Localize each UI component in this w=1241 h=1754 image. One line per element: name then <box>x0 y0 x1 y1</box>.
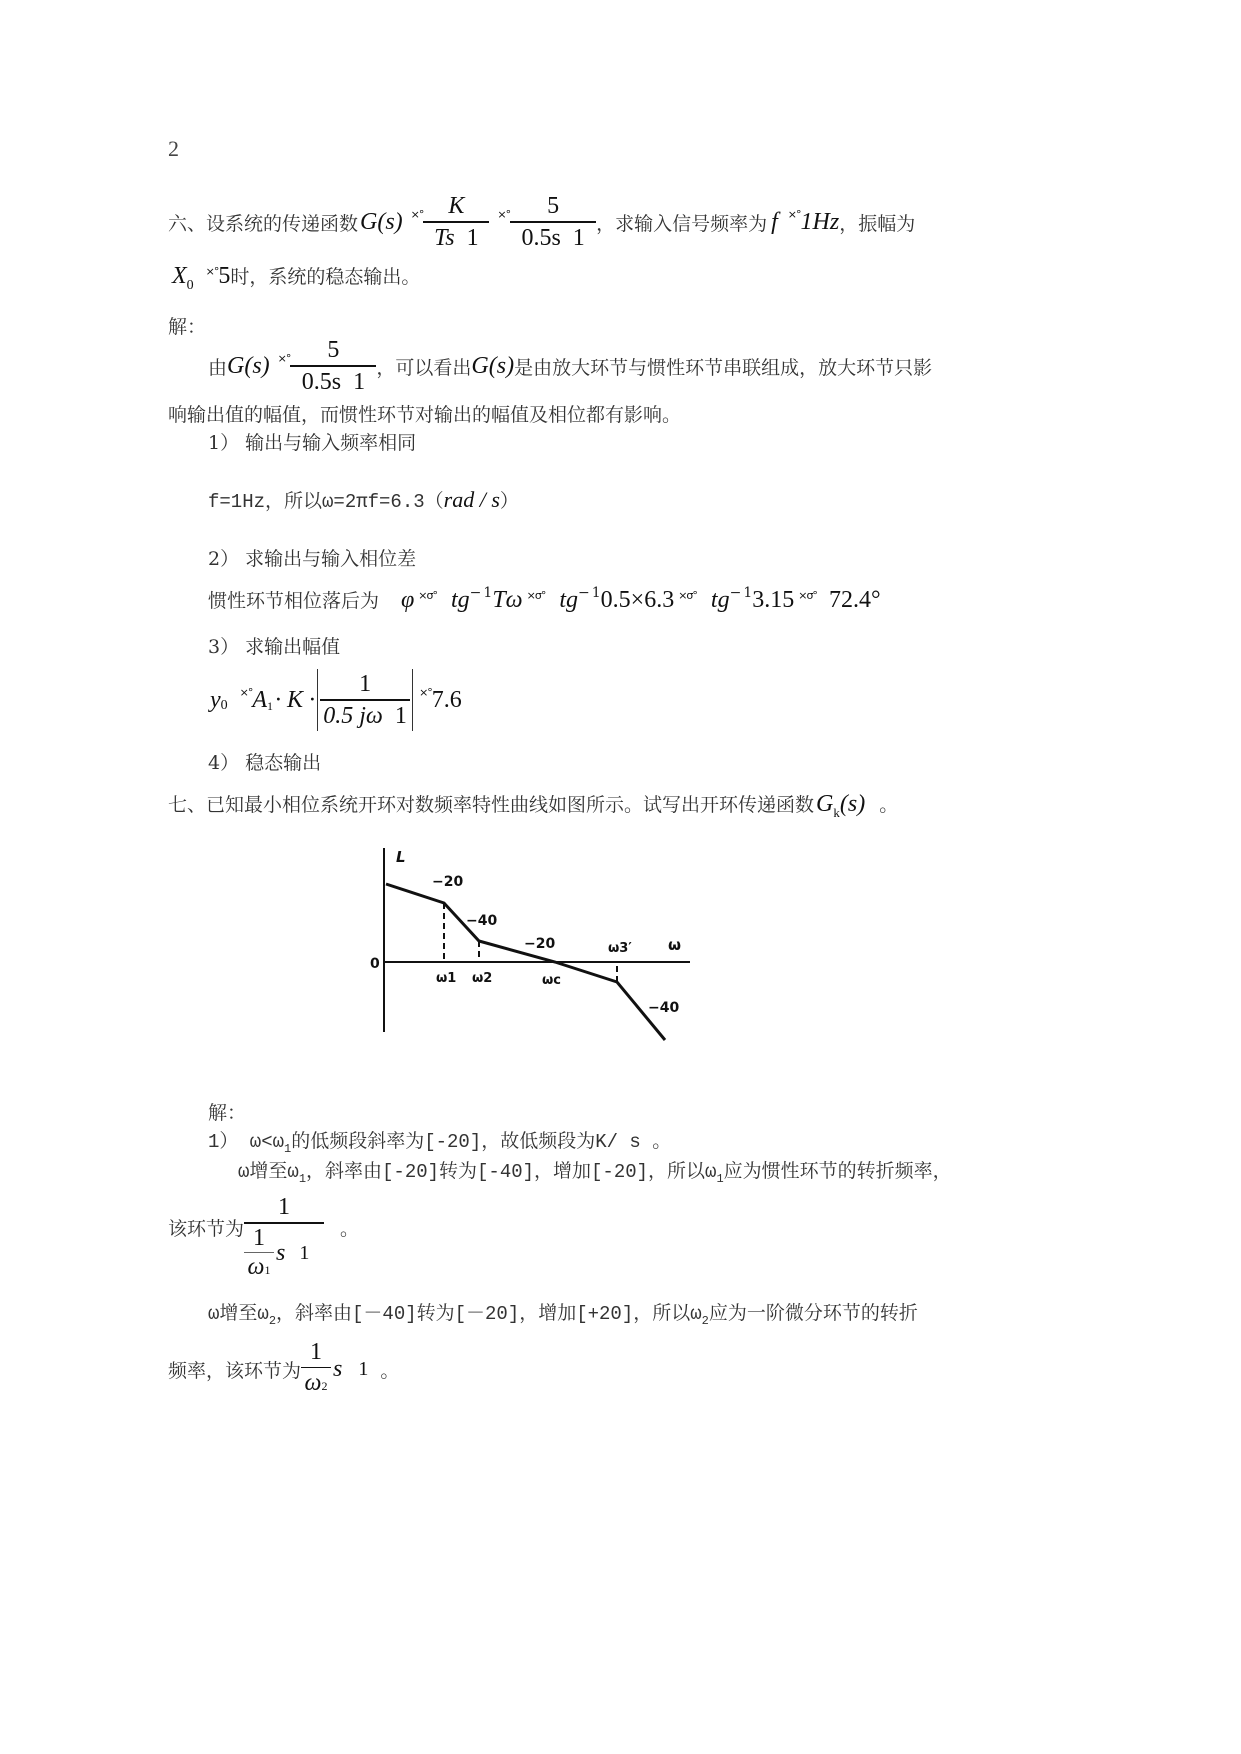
outer-num: 1 <box>278 1194 291 1220</box>
sol6-step3: 3） 求输出幅值 <box>208 636 341 658</box>
slope-label: −20 <box>432 874 464 890</box>
q6-X-sub: 0 <box>186 278 194 293</box>
x-tick-label: ω3′ <box>608 941 632 956</box>
sol6-step2: 2） 求输出与输入相位差 <box>208 548 417 570</box>
x-tick-label: ω1 <box>436 971 457 986</box>
sup-neg: − <box>469 585 482 601</box>
q7-G-sub: k <box>833 805 840 820</box>
sol7-line2-b: ，斜率由[-20]转为[-40]，增加[-20]，所以ω <box>306 1161 717 1183</box>
sol6-phase <box>208 586 881 614</box>
y-axis-label: L <box>396 848 406 866</box>
question-6 <box>168 192 915 252</box>
sup-1: 1 <box>483 585 493 601</box>
sol7-line4-sub: 2 <box>268 1313 277 1328</box>
abs-value <box>317 669 413 731</box>
slope-label: −20 <box>524 936 556 952</box>
q7-text: 七、已知最小相位系统开环对数频率特性曲线如图所示。试写出开环传递函数 <box>168 794 815 816</box>
frac2-den-b: 1 <box>572 224 585 251</box>
calc-b: 3.15 <box>752 587 795 613</box>
equals-glyph: ×° <box>419 685 432 699</box>
q6-tail: ，振幅为 <box>839 212 916 235</box>
sol6-G: G(s) <box>227 352 270 379</box>
slope-label: −40 <box>466 913 498 929</box>
x-axis-label: ω <box>668 936 682 954</box>
inner-den: ω <box>247 1253 265 1280</box>
y: y <box>210 686 221 713</box>
sol6-intro-c: 是由放大环节与惯性环节串联组成，放大环节只影 <box>514 356 933 379</box>
sol7-line4 <box>208 1298 918 1328</box>
sol7-line5 <box>168 1336 399 1402</box>
f5-den-sub: 2 <box>321 1379 328 1394</box>
question-7 <box>168 790 898 818</box>
sol7-line2-a: ω增至ω <box>238 1161 299 1183</box>
one: 1 <box>299 1242 310 1264</box>
q7-G-arg: (s) <box>839 791 866 817</box>
sol6-G2: G(s) <box>471 352 515 379</box>
equals-glyph: ×σ° <box>526 589 546 602</box>
calc-a: 0.5×6.3 <box>600 587 675 613</box>
equals-glyph: ×° <box>410 207 424 221</box>
sup-neg: − <box>729 585 742 601</box>
sol7-line2-sub2: 1 <box>716 1171 724 1186</box>
equals-glyph: ×° <box>239 685 253 699</box>
q6-mid: ，求输入信号频率为 <box>596 212 768 235</box>
step1-close: ） <box>499 490 519 512</box>
origin-label: 0 <box>370 956 380 972</box>
sup-neg: − <box>578 585 590 601</box>
q6-line2-tail: 时，系统的稳态输出。 <box>230 266 421 288</box>
nested-fraction <box>244 1192 324 1284</box>
sol6-step4: 4） 稳态输出 <box>208 752 322 774</box>
question-6-line2 <box>172 262 421 293</box>
slope-label: −40 <box>648 1000 680 1016</box>
sol7-label: 解： <box>208 1102 247 1124</box>
f5-num: 1 <box>310 1338 323 1365</box>
equals-glyph: ×° <box>205 265 219 278</box>
frac1-numerator: K <box>448 193 465 220</box>
equals-glyph: ×° <box>787 207 801 221</box>
tg: tg <box>451 587 470 613</box>
abs-num: 1 <box>359 671 372 698</box>
sol7-line2-sub: 1 <box>298 1171 307 1186</box>
q6-G: G(s) <box>360 208 403 235</box>
sol6-step1-calc <box>208 486 519 513</box>
f5-den: ω <box>304 1370 322 1397</box>
period: 。 <box>340 1218 360 1240</box>
sol6-step1: 1） 输出与输入频率相同 <box>208 432 417 454</box>
tg: tg <box>559 587 578 613</box>
sol7-step1-a: 1） ω<ω <box>208 1131 285 1153</box>
dot-K: · K · <box>275 686 316 713</box>
sol7-line3-a: 该环节为 <box>168 1218 245 1240</box>
sol6-intro-line2: 响输出值的幅值，而惯性环节对输出的幅值及相位都有影响。 <box>168 404 682 426</box>
equals-glyph: ×σ° <box>678 589 697 602</box>
sol6-intro <box>208 336 932 396</box>
q7-G: G <box>816 791 834 817</box>
q6-X: X <box>172 263 187 289</box>
sol7-line4-c: 应为一阶微分环节的转折 <box>708 1303 918 1325</box>
equals-glyph: ×σ° <box>798 589 817 602</box>
q6-fraction-2 <box>510 191 596 253</box>
sol6-fraction <box>290 335 376 397</box>
sol6-amplitude <box>210 668 462 732</box>
abs-den-b: 1 <box>394 702 407 729</box>
q6-f: f <box>771 208 778 235</box>
frac2-numerator: 5 <box>547 193 560 220</box>
f5-one: 1 <box>358 1357 369 1380</box>
sol6-intro-b: ，可以看出 <box>376 356 472 379</box>
sup-1: 1 <box>591 585 601 601</box>
f5-end: 。 <box>380 1359 400 1382</box>
equals-glyph: ×° <box>497 207 511 221</box>
step1-calc-text: f=1Hz，所以ω=2πf=6.3（ <box>208 491 444 513</box>
solution-label: 解： <box>168 316 207 338</box>
sol7-line4-b: ，斜率由[－40]转为[－20]，增加[+20]，所以ω <box>276 1303 702 1325</box>
phase-label: 惯性环节相位落后为 <box>208 590 380 612</box>
inner-num: 1 <box>253 1224 266 1251</box>
q6-f-value: 1Hz <box>800 208 840 235</box>
sol7-line2 <box>238 1156 952 1186</box>
step1-unit: rad / s <box>443 487 500 512</box>
sol7-step1-b: 的低频段斜率为[-20]，故低频段为K/ s 。 <box>291 1131 672 1153</box>
amplitude-result: 7.6 <box>431 686 462 713</box>
A: A <box>252 686 268 713</box>
x-tick-label: ω2 <box>472 971 493 986</box>
A-sub: 1 <box>267 698 274 713</box>
x-tick-label: ωc <box>542 973 562 988</box>
frac1-den-b: 1 <box>466 224 479 251</box>
line5-fraction <box>301 1337 331 1402</box>
abs-den-a: 0.5 jω <box>323 702 383 729</box>
sol7-step1 <box>208 1126 671 1156</box>
T-omega: Tω <box>492 587 523 613</box>
inner-den-sub: 1 <box>264 1262 271 1277</box>
sol7-line4-a: ω增至ω <box>208 1303 269 1325</box>
sol7-step1-sub: 1 <box>284 1141 292 1156</box>
equals-glyph: ×σ° <box>418 589 437 602</box>
sol6-frac-num: 5 <box>327 337 340 364</box>
q7-end: 。 <box>879 794 899 816</box>
q6-fraction-1 <box>423 191 489 253</box>
tg: tg <box>710 587 730 613</box>
y-sub: 0 <box>220 698 228 713</box>
phi-symbol: φ <box>401 587 415 613</box>
frac1-den-a: Ts <box>434 224 455 251</box>
s: s <box>276 1240 286 1266</box>
q6-X-value: 5 <box>218 263 231 289</box>
sol7-line4-sub2: 2 <box>701 1313 709 1328</box>
sup-1: 1 <box>743 585 753 601</box>
phase-result: 72.4° <box>828 587 881 613</box>
page-number: 2 <box>168 136 179 161</box>
f5-s: s <box>333 1355 343 1382</box>
sol6-frac-den-a: 0.5s <box>301 368 342 395</box>
sol7-line3 <box>168 1192 359 1292</box>
q6-prefix: 六、设系统的传递函数 <box>168 212 359 235</box>
sol7-line5-a: 频率，该环节为 <box>168 1359 302 1382</box>
bode-diagram <box>360 840 700 1050</box>
sol6-frac-den-b: 1 <box>353 368 366 395</box>
frac2-den-a: 0.5s <box>521 224 561 251</box>
sol7-line2-c: 应为惯性环节的转折频率， <box>723 1161 952 1183</box>
sol6-intro-a: 由 <box>208 356 228 379</box>
equals-glyph: ×° <box>277 351 291 365</box>
